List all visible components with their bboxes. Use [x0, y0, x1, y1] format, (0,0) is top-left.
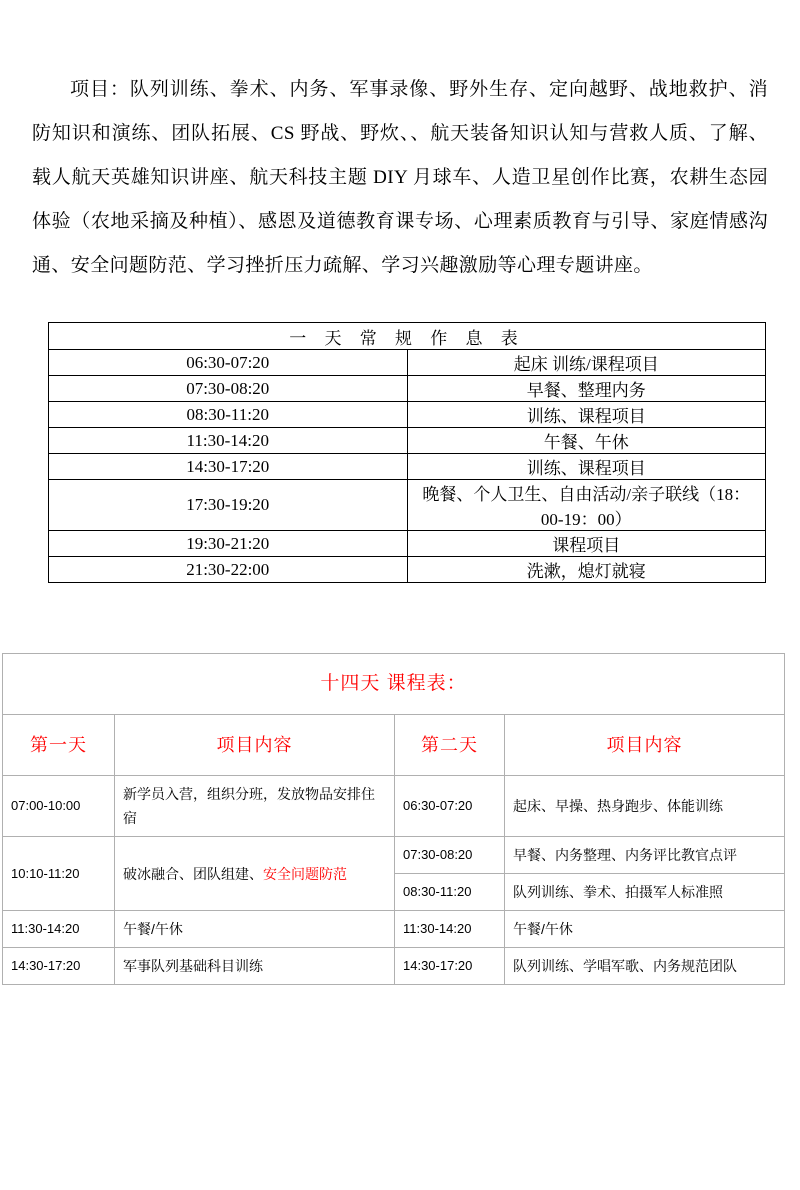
- day1-content: 午餐/午休: [115, 911, 395, 948]
- day2-time: 11:30-14:20: [395, 911, 505, 948]
- routine-table-wrap: [32, 322, 768, 583]
- day1-content: 军事队列基础科目训练: [115, 948, 395, 985]
- day2-content: 午餐/午休: [505, 911, 785, 948]
- intro-paragraph: 项目：队列训练、拳术、内务、军事录像、野外生存、定向越野、战地救护、消防知识和演练、团队拓展、CS 野战、野炊、、航天装备知识认知与营救人质、了解、载人航天英雄知识讲座、航天科技主题 DIY 月球车、人造卫星创作比赛，农耕生态园体验（农地采摘及种植）、感恩及道德教育课专场、心理素质教育与引导、家庭情感沟通、安全问题防范、学习挫折压力疏解、学习兴趣激励等心理专题讲座。: [32, 79, 768, 276]
- day1-time: 07:00-10:00: [3, 776, 115, 837]
- daily-routine-table: [48, 322, 766, 583]
- table-row: [49, 557, 766, 583]
- header-content-one: 项目内容: [115, 715, 395, 776]
- day1-content-highlight: 安全问题防范: [263, 865, 347, 882]
- table-row: [49, 480, 766, 531]
- table-row: [3, 654, 785, 715]
- routine-activity: 训练、课程项目: [407, 454, 766, 480]
- routine-activity: 午餐、午休: [407, 428, 766, 454]
- day1-content: 新学员入营，组织分班，发放物品安排住宿: [115, 776, 395, 837]
- routine-time: 06:30-07:20: [49, 350, 408, 376]
- routine-activity: 起床 训练/课程项目: [407, 350, 766, 376]
- routine-table-title: 一 天 常 规 作 息 表: [49, 323, 766, 350]
- routine-activity: 课程项目: [407, 531, 766, 557]
- table-row: [49, 323, 766, 350]
- table-row: [49, 350, 766, 376]
- table-row: [3, 948, 785, 985]
- day1-content: [115, 837, 395, 911]
- day2-content: 队列训练、拳术、拍摄军人标准照: [505, 874, 785, 911]
- day1-content-plain: 破冰融合、团队组建、: [123, 865, 263, 882]
- table-row: [49, 376, 766, 402]
- table-row: [49, 428, 766, 454]
- routine-time: 11:30-14:20: [49, 428, 408, 454]
- table-header-row: [3, 715, 785, 776]
- day2-time: 07:30-08:20: [395, 837, 505, 874]
- document-page: [0, 68, 800, 583]
- table-row: [3, 776, 785, 837]
- header-day-two: 第二天: [395, 715, 505, 776]
- routine-time: 19:30-21:20: [49, 531, 408, 557]
- day2-content: 队列训练、学唱军歌、内务规范团队: [505, 948, 785, 985]
- day2-time: 08:30-11:20: [395, 874, 505, 911]
- schedule-table-wrap: [0, 653, 800, 985]
- day2-time: 14:30-17:20: [395, 948, 505, 985]
- table-row: [49, 454, 766, 480]
- day1-time: 11:30-14:20: [3, 911, 115, 948]
- table-row: [49, 531, 766, 557]
- routine-time: 07:30-08:20: [49, 376, 408, 402]
- routine-time: 17:30-19:20: [49, 480, 408, 531]
- fourteen-day-schedule-table: [2, 653, 785, 985]
- schedule-title: 十四天 课程表：: [3, 654, 785, 715]
- routine-time: 14:30-17:20: [49, 454, 408, 480]
- day1-time: 14:30-17:20: [3, 948, 115, 985]
- day1-time: 10:10-11:20: [3, 837, 115, 911]
- day2-content: 早餐、内务整理、内务评比教官点评: [505, 837, 785, 874]
- day2-content: 起床、早操、热身跑步、体能训练: [505, 776, 785, 837]
- header-content-two: 项目内容: [505, 715, 785, 776]
- day2-time: 06:30-07:20: [395, 776, 505, 837]
- routine-activity: 训练、课程项目: [407, 402, 766, 428]
- routine-activity: 洗漱，熄灯就寝: [407, 557, 766, 583]
- routine-time: 08:30-11:20: [49, 402, 408, 428]
- table-row: [3, 911, 785, 948]
- table-row: [49, 402, 766, 428]
- routine-activity: 晚餐、个人卫生、自由活动/亲子联线（18：00-19：00）: [407, 480, 766, 531]
- routine-time: 21:30-22:00: [49, 557, 408, 583]
- header-day-one: 第一天: [3, 715, 115, 776]
- table-row: [3, 837, 785, 874]
- routine-activity: 早餐、整理内务: [407, 376, 766, 402]
